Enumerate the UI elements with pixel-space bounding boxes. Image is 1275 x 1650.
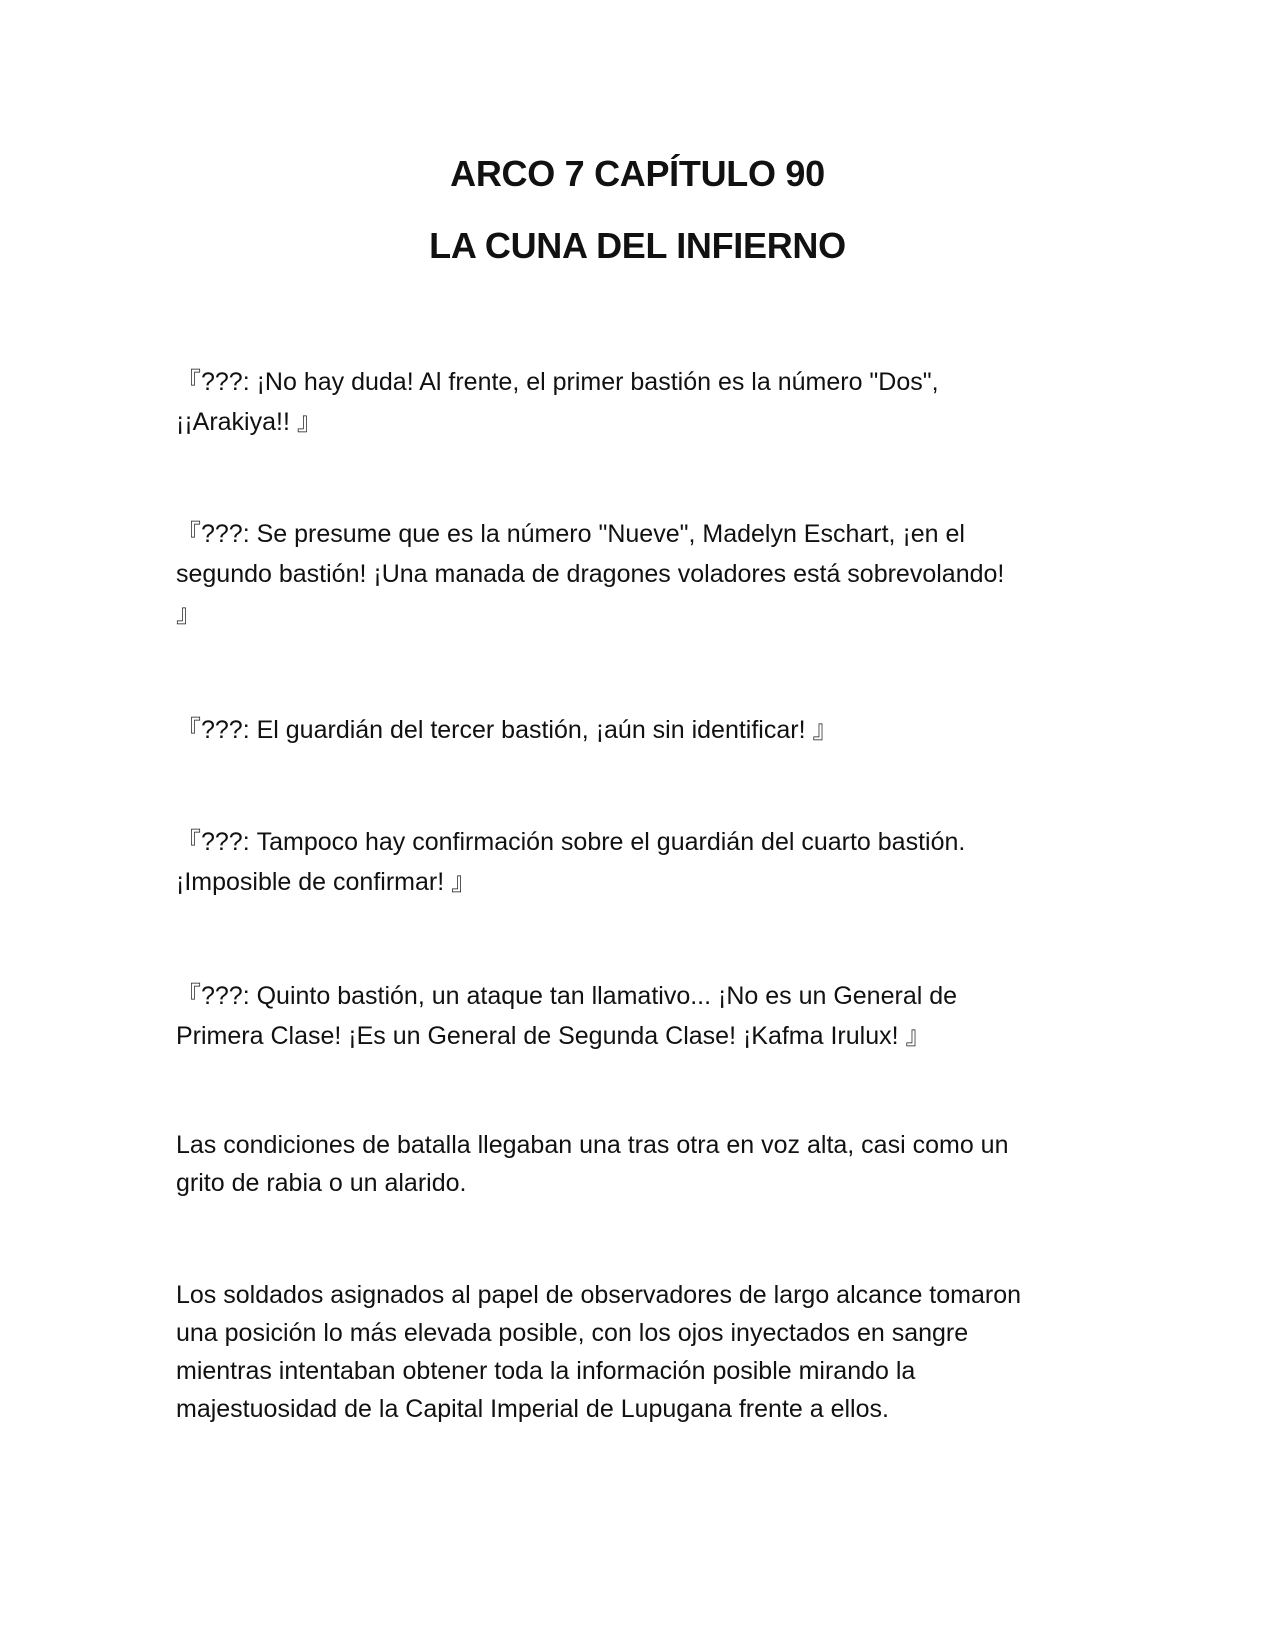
narration-paragraph: Los soldados asignados al papel de observadores de largo alcance tomaron una posición lo más elevada posible, con los ojos inyectados en sangre mientras intentaban obtener toda la información posible mirando la majestuosidad de la Capital Imperial de Lupugana frente a ellos. — [176, 1281, 1022, 1423]
dialogue-paragraph: 『???: ¡No hay duda! Al frente, el primer bastión es la número "Dos", ¡¡Arakiya!! 』 — [176, 368, 939, 436]
narration-paragraph: Las condiciones de batalla llegaban una tras otra en voz alta, casi como un grito de rabia o un alarido. — [176, 1131, 1009, 1197]
dialogue-paragraph: 『???: Se presume que es la número "Nueve", Madelyn Eschart, ¡en el segundo bastión! ¡Una manada de dragones voladores está sobrevolando! 』 — [176, 520, 1005, 628]
dialogue-paragraph: 『???: Quinto bastión, un ataque tan llamativo... ¡No es un General de Primera Clase! ¡Es un General de Segunda Clase! ¡Kafma Irulux! 』 — [176, 982, 958, 1050]
chapter-subtitle: LA CUNA DEL INFIERNO — [429, 225, 846, 266]
chapter-title: ARCO 7 CAPÍTULO 90 — [450, 153, 825, 194]
dialogue-paragraph: 『???: Tampoco hay confirmación sobre el guardián del cuarto bastión. ¡Imposible de confirmar! 』 — [176, 828, 966, 896]
dialogue-paragraph: 『???: El guardián del tercer bastión, ¡aún sin identificar! 』 — [176, 716, 838, 744]
